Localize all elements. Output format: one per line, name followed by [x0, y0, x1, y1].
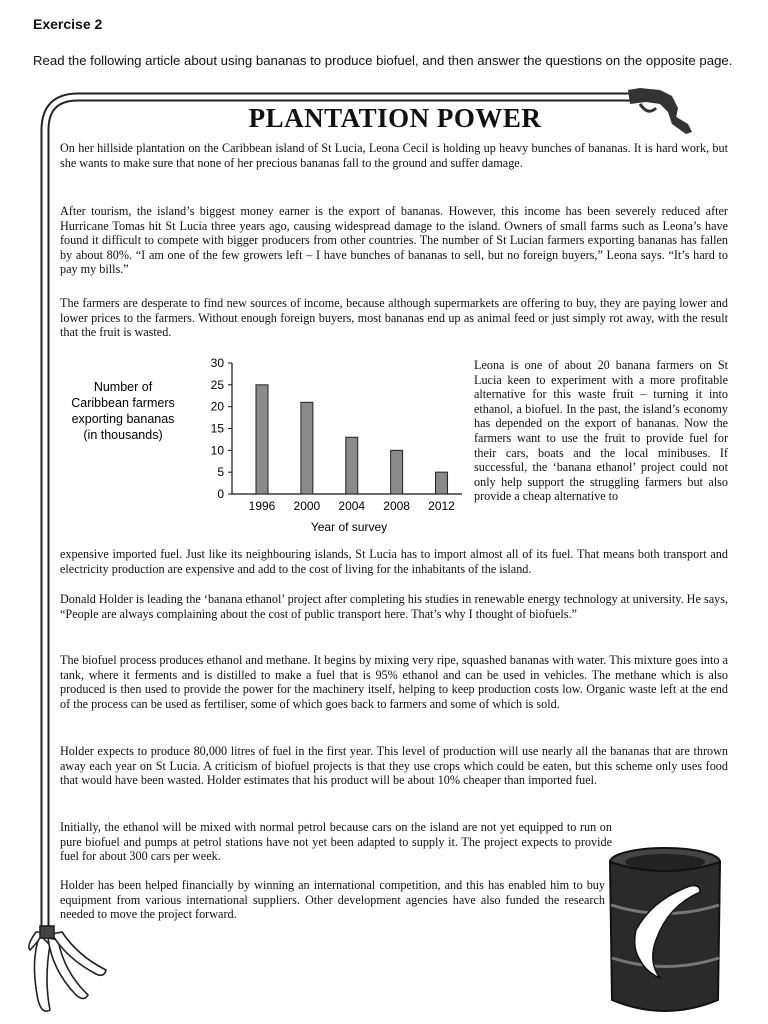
article-paragraph-9: Initially, the ethanol will be mixed with normal petrol because cars on the island are not yet equipped to run on pure biofuel and pumps at petrol stations have not yet been adapted to supply it. The project expects to provide fuel for about 300 cars per week.	[60, 820, 612, 864]
chart-x-axis-label: Year of survey	[310, 520, 388, 534]
chart-title-line: exporting bananas	[71, 412, 175, 426]
chart-y-tick-label: 25	[210, 377, 224, 392]
fuel-nozzle-icon	[628, 88, 692, 134]
article-paragraph-8: Holder expects to produce 80,000 litres of fuel in the first year. This level of production will use nearly all the bananas that are thrown away each year on St Lucia. A criticism of biofuel projects is that they use crops which could be eaten, but this scheme only uses food that would have been wasted. Holder estimates that his product will be about 10% cheaper than imported fuel.	[60, 744, 728, 788]
chart-y-tick-label: 20	[210, 399, 224, 414]
chart-x-tick-label: 2008	[383, 499, 410, 513]
chart-y-tick-label: 5	[217, 465, 224, 480]
chart-bar-2008	[391, 450, 403, 494]
chart-title-line: (in thousands)	[83, 428, 163, 442]
article-paragraph-3: The farmers are desperate to find new sources of income, because although supermarkets are offering to buy, they are paying lower and lower prices to the farmers. Without enough foreign buyers, most bananas end up as animal feed or just simply rot away, with the result that the fruit is wasted.	[60, 296, 728, 340]
chart-title-line: Caribbean farmers	[71, 396, 175, 410]
article-paragraph-1: On her hillside plantation on the Caribbean island of St Lucia, Leona Cecil is holding up heavy bunches of bananas. It is hard work, but she wants to make sure that none of her precious bananas fall to the ground and suffer damage.	[60, 141, 728, 170]
chart-x-tick-label: 2012	[428, 499, 455, 513]
chart-y-ticks	[211, 356, 232, 501]
chart-y-tick-label: 0	[217, 487, 224, 501]
chart-bar-2000	[301, 402, 313, 494]
exercise-title: Exercise 2	[33, 16, 103, 32]
article-paragraph-7: The biofuel process produces ethanol and methane. It begins by mixing very ripe, squashed bananas with water. This mixture goes into a tank, where it ferments and is distilled to make a fuel that is 95% ethanol and can be used in vehicles. The methane which is also produced is then used to provide the power for the machinery itself, helping to keep production costs low. Organic waste left at the end of the process can be used as fertiliser, some of which goes back to farmers and some of which is sold.	[60, 653, 728, 711]
chart-y-tick-label: 30	[210, 356, 224, 370]
farmers-bar-chart	[58, 355, 463, 540]
article-paragraph-4: Leona is one of about 20 banana farmers on St Lucia keen to experiment with a more profitable alternative for this waste fruit – turning it into ethanol, a biofuel. In the past, the island’s economy has depended on the export of bananas. Now the farmers want to use the fruit to provide fuel for their cars, boats and the local minibuses. If successful, the ‘banana ethanol’ project could not only help support the struggling farmers but also provide a cheap alternative to	[474, 358, 728, 504]
article-paragraph-6: Donald Holder is leading the ‘banana ethanol’ project after completing his studies in renewable energy technology at university. He says, “People are always complaining about the cost of public transport here. That’s why I thought of biofuels.”	[60, 592, 728, 621]
chart-y-tick-label: 10	[210, 443, 224, 458]
chart-bar-2012	[436, 472, 448, 494]
article-paragraph-10: Holder has been helped financially by winning an international competition, and this has enabled him to buy equipment from various international suppliers. Other development agencies have also funded the research needed to move the project forward.	[60, 878, 605, 922]
chart-x-ticks	[249, 499, 456, 513]
bananas-illustration	[29, 926, 106, 1011]
exercise-instructions: Read the following article about using bananas to produce biofuel, and then answer the questions on the opposite page.	[33, 53, 733, 68]
chart-bar-1996	[256, 385, 268, 494]
chart-bar-2004	[346, 437, 358, 494]
article-title: PLANTATION POWER	[248, 103, 542, 133]
fuel-barrel-illustration	[610, 848, 720, 1011]
chart-title	[71, 380, 175, 442]
chart-title-line: Number of	[93, 380, 153, 394]
chart-bars	[256, 385, 448, 494]
article-paragraph-2: After tourism, the island’s biggest money earner is the export of bananas. However, this income has been severely reduced after Hurricane Tomas hit St Lucia three years ago, causing widespread damage to the island. Owners of small farms such as Leona’s have found it difficult to compete with bigger producers from other countries. The number of St Lucian farmers exporting bananas has fallen by about 80%. “I am one of the few growers left – I have bunches of bananas to sell, but no foreign buyers,” Leona says. “It’s hard to pay my bills.”	[60, 204, 728, 277]
chart-x-tick-label: 1996	[248, 499, 276, 513]
chart-x-tick-label: 2000	[293, 499, 321, 513]
chart-x-tick-label: 2004	[338, 499, 366, 513]
article-paragraph-5: expensive imported fuel. Just like its neighbouring islands, St Lucia has to import almost all of its fuel. That means both transport and electricity production are expensive and add to the cost of living for the inhabitants of the island.	[60, 547, 728, 576]
chart-y-tick-label: 15	[210, 421, 224, 436]
